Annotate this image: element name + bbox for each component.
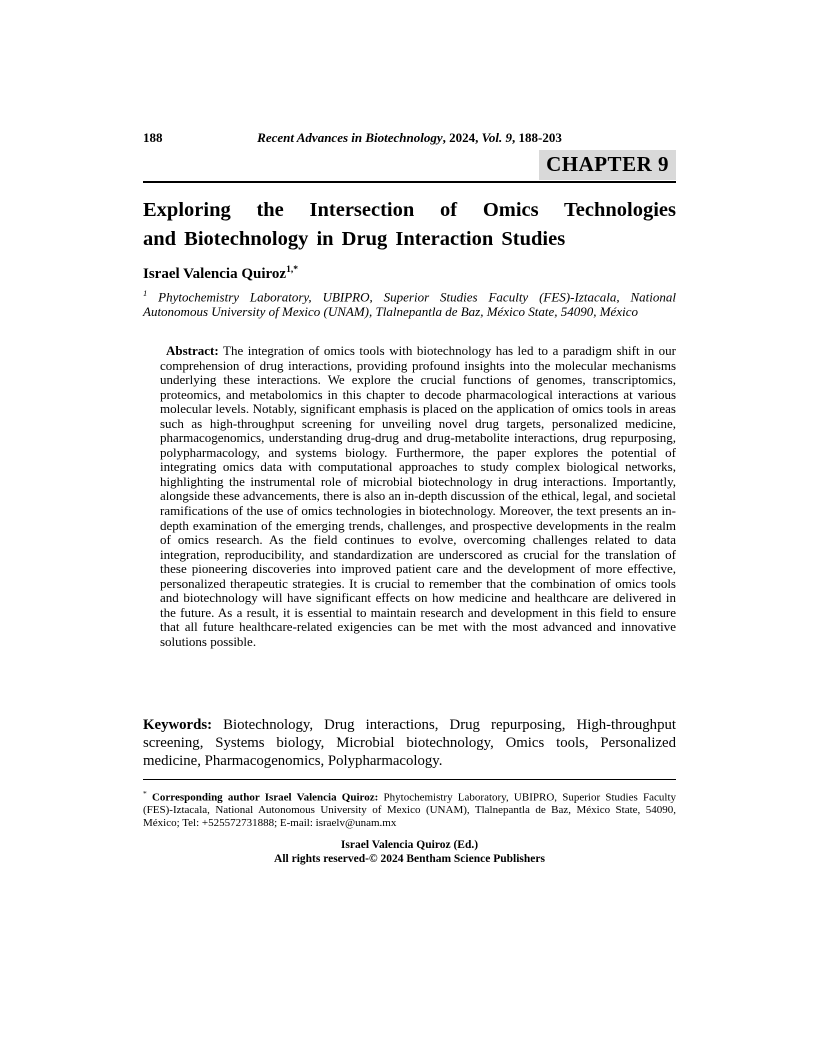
keywords-paragraph xyxy=(143,716,676,771)
author-line xyxy=(143,261,676,283)
journal-reference xyxy=(257,130,562,145)
keywords-label: Keywords: xyxy=(143,717,213,733)
abstract-label: Abstract: xyxy=(166,343,219,358)
colophon xyxy=(143,839,676,866)
abstract-text: The integration of omics tools with biotechnology has led to a paradigm shift in our comprehension of drug interactions, providing profound insights into the molecular mechanisms underlying these interactions. We explore the crucial functions of genomes, transcriptomics, proteomics, and metabolomics in this chapter to decode pharmacological interactions at various molecular levels. Notably, significant emphasis is placed on the application of omics tools in areas such as high-throughput screening for unveiling novel drug targets, personalized medicine, pharmacogenomics, understanding drug-drug and drug-metabolite interactions, drug repurposing, polypharmacology, and systems biology. Furthermore, the paper explores the potential of integrating omics data with computational approaches to study complex biological networks, highlighting the instrumental role of microbial biotechnology in drug interactions. Importantly, alongside these advancements, there is also an in-depth discussion of the ethical, legal, and societal ramifications of the use of omics technologies in biotechnology. Moreover, the text presents an in-depth examination of the emerging trends, challenges, and prospective developments in the realm of omics research. As the field continues to evolve, overcoming challenges related to data integration, reproducibility, and standardization are underscored as crucial for the translation of these pioneering discoveries into improved patient care and the development of more effective, personalized therapeutic strategies. It is crucial to remember that the combination of omics tools and biotechnology will have significant effects on how medicine and healthcare are delivered in the future. As a result, it is essential to maintain research and development in this field to ensure that all future healthcare-related exigencies can be met with the most advanced and innovative solutions possible. xyxy=(160,343,677,649)
author-name: Israel Valencia Quiroz xyxy=(143,266,287,282)
chapter-badge: CHAPTER 9 xyxy=(539,150,676,180)
journal-volume: Vol. 9 xyxy=(481,130,512,145)
affiliation-line2: Autonomous University of Mexico (UNAM), Tlalnepantla de Baz, México State, 54090, México xyxy=(143,303,638,319)
affiliation-line1-text: Phytochemistry Laboratory, UBIPRO, Superior Studies Faculty (FES)-Iztacala, National xyxy=(158,289,676,305)
chapter-badge-row xyxy=(143,150,676,180)
affiliation-line1 xyxy=(143,286,676,305)
corresponding-author-footnote xyxy=(143,788,676,830)
footnote-label: Corresponding author Israel Valencia Quiroz: xyxy=(151,791,379,804)
affiliation-marker: 1 xyxy=(143,288,148,298)
page-number: 188 xyxy=(143,130,163,145)
footnote-rule xyxy=(143,779,676,780)
footnote-text: Phytochemistry Laboratory, UBIPRO, Superior Studies Faculty (FES)-Iztacala, National Autonomous University of Mexico (UNAM), Tlalnepantla de Baz, México State, 54090, México; Tel: +525572731888; E-mail: israelv@unam.mx xyxy=(143,791,676,830)
chapter-title-line1: Exploring the Intersection of Omics Technologies xyxy=(143,199,676,221)
affiliation xyxy=(143,286,676,320)
running-head xyxy=(143,130,676,145)
editor-line: Israel Valencia Quiroz (Ed.) xyxy=(340,839,479,851)
abstract-paragraph xyxy=(160,344,676,649)
footnote-marker: * xyxy=(143,789,147,798)
journal-title: Recent Advances in Biotechnology xyxy=(257,130,443,145)
author-superscript: 1,* xyxy=(286,265,298,275)
keywords-text: Biotechnology, Drug interactions, Drug repurposing, High-throughput screening, Systems biology, Microbial biotechnology, Omics tools, Personalized medicine, Pharmacogenomics, Polypharmacology. xyxy=(143,717,676,770)
rights-line: All rights reserved-© 2024 Bentham Science Publishers xyxy=(274,852,545,865)
chapter-title-line2: and Biotechnology in Drug Interaction Studies xyxy=(143,228,566,250)
header-rule xyxy=(143,181,676,183)
journal-year: , 2024, xyxy=(442,130,482,145)
chapter-title xyxy=(143,196,676,254)
journal-pages: , 188-203 xyxy=(511,130,562,145)
